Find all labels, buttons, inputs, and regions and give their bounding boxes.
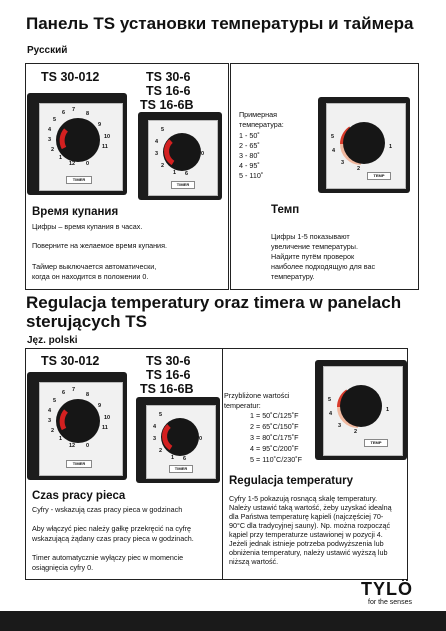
dial-number: 5	[53, 398, 57, 404]
timer-arc-red	[163, 133, 201, 171]
dial-number: 0	[86, 443, 90, 449]
ru-timer-line-2: Поверните на желаемое время купания.	[32, 241, 167, 250]
pl-temp-row-1: 1 = 50˚C/125˚F	[250, 411, 299, 420]
pl-temp-row-5: 5 = 110˚C/230˚F	[250, 455, 303, 464]
dial-number: 9	[98, 122, 102, 128]
ru-temp-row-2: 2 - 65˚	[239, 141, 260, 150]
dial-number: 2	[161, 163, 165, 169]
dial-number: 5	[159, 412, 163, 418]
ru-temp-panel	[318, 97, 410, 193]
dial-number: 2	[51, 428, 55, 434]
dial-number: 3	[48, 418, 52, 424]
pl-temp-line-8: niższą wartość.	[229, 557, 279, 566]
footer-bar	[0, 611, 446, 631]
temp-tag: TEMP	[364, 439, 388, 447]
dial-number: 10	[104, 134, 111, 140]
dial-number: 6	[62, 110, 66, 116]
pl-temp-row-2: 2 = 65˚C/150˚F	[250, 422, 299, 431]
dial-number: 7	[72, 107, 76, 113]
dial-number: 1	[59, 155, 63, 161]
pl-temp-line-1: Cyfry 1-5 pokazują rosnącą skalę temperatury.	[229, 494, 378, 503]
dial-number: 2	[357, 166, 361, 172]
temp-tag: TEMP	[367, 172, 391, 180]
dial-number: 5	[53, 117, 57, 123]
ru-temp-heading: Темп	[271, 204, 300, 216]
dial-number: 11	[102, 144, 108, 150]
timer-arc-red	[56, 118, 100, 162]
timer-arc-red	[56, 399, 100, 443]
pl-title-line-1: Regulacja temperatury oraz timera w panelach	[26, 293, 402, 312]
ru-model-right-2: TS 16-6	[146, 84, 191, 98]
pl-model-right-2: TS 16-6	[146, 368, 191, 382]
ru-temp-label-1: Примерная	[239, 110, 277, 119]
dial-number: 5	[161, 127, 165, 133]
dial-number: 8	[86, 392, 90, 398]
pl-temp-line-4: 90°C dla tradycyjnej sauny). Np. można rozpocząć	[229, 521, 391, 530]
dial-number: 8	[86, 111, 90, 117]
pl-temp-line-3: dla Państwa temperaturę kąpieli (najczęściej 70-	[229, 512, 384, 521]
dial-number: 4	[329, 411, 333, 417]
ru-model-right-3: TS 16-6B	[140, 98, 194, 112]
dial-number: 2	[354, 429, 358, 435]
pl-timer-panel-6	[136, 397, 220, 483]
timer-tag: TIMER	[171, 181, 195, 189]
ru-temp-line-3: Найдите путём проверок	[271, 252, 355, 261]
timer-arc-red	[161, 418, 199, 456]
pl-temp-panel	[315, 360, 407, 460]
ru-temp-row-4: 4 - 95˚	[239, 161, 260, 170]
ru-temp-line-1: Цифры 1-5 показывают	[271, 232, 350, 241]
control-plate	[323, 366, 403, 456]
control-plate	[39, 382, 123, 476]
dial-number: 7	[72, 387, 76, 393]
dial-number: 3	[48, 137, 52, 143]
dial-number: 4	[48, 127, 52, 133]
dial-number: 3	[155, 151, 159, 157]
dial-number: 2	[159, 448, 163, 454]
dial-number: 4	[332, 148, 336, 154]
dial-number: 5	[328, 397, 332, 403]
dial-number: 1	[59, 436, 63, 442]
temp-knob[interactable]	[343, 122, 385, 164]
ru-temp-row-5: 5 - 110˚	[239, 171, 264, 180]
ru-temp-line-4: наиболее подходящую для вас	[271, 262, 376, 271]
dial-number: 1	[386, 407, 390, 413]
control-plate	[39, 103, 123, 191]
dial-number: 4	[153, 424, 157, 430]
dial-number: 3	[153, 436, 157, 442]
pl-timer-line-1: Cyfry - wskazują czas pracy pieca w godzinach	[32, 505, 183, 514]
ru-timer-panel-12	[27, 93, 127, 195]
ru-timer-line-1: Цифры – время купания в часах.	[32, 222, 143, 231]
dial-number: 4	[48, 408, 52, 414]
pl-timer-heading: Czas pracy pieca	[32, 490, 126, 502]
pl-temp-heading: Regulacja temperatury	[229, 475, 353, 487]
dial-number: 6	[62, 390, 66, 396]
dial-number: 6	[185, 171, 189, 177]
timer-tag: TIMER	[66, 460, 92, 468]
temp-knob[interactable]	[340, 385, 382, 427]
dial-number: 6	[183, 456, 187, 462]
pl-timer-line-5: osiągnięcia cyfry 0.	[32, 563, 94, 572]
dial-number: 12	[69, 443, 76, 449]
dial-number: 0	[201, 151, 205, 157]
pl-temp-label-2: temperatur:	[224, 401, 261, 410]
dial-number: 1	[173, 170, 177, 176]
brand-logo: TYLÖ	[361, 579, 413, 599]
ru-temp-line-2: увеличение температуры.	[271, 242, 358, 251]
dial-number: 4	[155, 139, 159, 145]
dial-number: 0	[86, 161, 90, 167]
pl-temp-line-5: kąpiel przy temperaturze ustawionej w pozycji 4.	[229, 530, 383, 539]
pl-temp-row-4: 4 = 95˚C/200˚F	[250, 444, 299, 453]
ru-timer-line-3: Таймер выключается автоматически,	[32, 262, 157, 271]
ru-timer-heading: Время купания	[32, 206, 119, 218]
control-plate	[326, 103, 406, 189]
pl-timer-line-2: Aby włączyć piec należy gałkę przekręcić na cyfrę	[32, 524, 191, 533]
ru-model-right-1: TS 30-6	[146, 70, 191, 84]
timer-tag: TIMER	[169, 465, 193, 473]
control-plate	[148, 120, 218, 196]
ru-title: Панель TS установки температуры и таймера	[26, 14, 414, 33]
pl-temp-line-2: Należy ustawić taką wartość, żeby uzyskać idealną	[229, 503, 392, 512]
pl-title-line-2: sterujących TS	[26, 312, 147, 331]
dial-number: 10	[104, 415, 111, 421]
dial-number: 3	[338, 423, 342, 429]
dial-number: 1	[389, 144, 393, 150]
brand-tagline: for the senses	[368, 599, 412, 606]
control-plate	[146, 405, 216, 479]
dial-number: 12	[69, 161, 76, 167]
ru-model-left: TS 30-012	[41, 70, 100, 84]
pl-temp-label-1: Przybliżone wartości	[224, 391, 290, 400]
ru-temp-row-1: 1 - 50˚	[239, 131, 260, 140]
ru-timer-line-4: когда он находится в положении 0.	[32, 272, 149, 281]
ru-temp-line-5: температуру.	[271, 272, 315, 281]
pl-timer-panel-12	[27, 372, 127, 480]
ru-temp-label-2: температура:	[239, 120, 284, 129]
pl-language: Jęz. polski	[27, 335, 78, 346]
pl-temp-row-3: 3 = 80˚C/175˚F	[250, 433, 299, 442]
dial-number: 5	[331, 134, 335, 140]
pl-temp-line-6: Jeżeli jednak istnieje potrzeba podwyższenia lub	[229, 539, 384, 548]
pl-timer-line-3: wskazującą żądany czas pracy pieca w godzinach.	[32, 534, 194, 543]
dial-number: 3	[341, 160, 345, 166]
pl-timer-line-4: Timer automatycznie wyłączy piec w momencie	[32, 553, 184, 562]
ru-language: Русский	[27, 45, 68, 56]
dial-number: 11	[102, 425, 108, 431]
pl-model-left: TS 30-012	[41, 354, 100, 368]
pl-model-right-1: TS 30-6	[146, 354, 191, 368]
timer-tag: TIMER	[66, 176, 92, 184]
pl-model-right-3: TS 16-6B	[140, 382, 194, 396]
dial-number: 0	[199, 436, 203, 442]
dial-number: 9	[98, 403, 102, 409]
pl-temp-line-7: obniżenia temperatury, należy ustawić wyższą lub	[229, 548, 388, 557]
ru-timer-panel-6	[138, 112, 222, 200]
dial-number: 2	[51, 147, 55, 153]
dial-number: 1	[171, 455, 175, 461]
ru-temp-row-3: 3 - 80˚	[239, 151, 260, 160]
